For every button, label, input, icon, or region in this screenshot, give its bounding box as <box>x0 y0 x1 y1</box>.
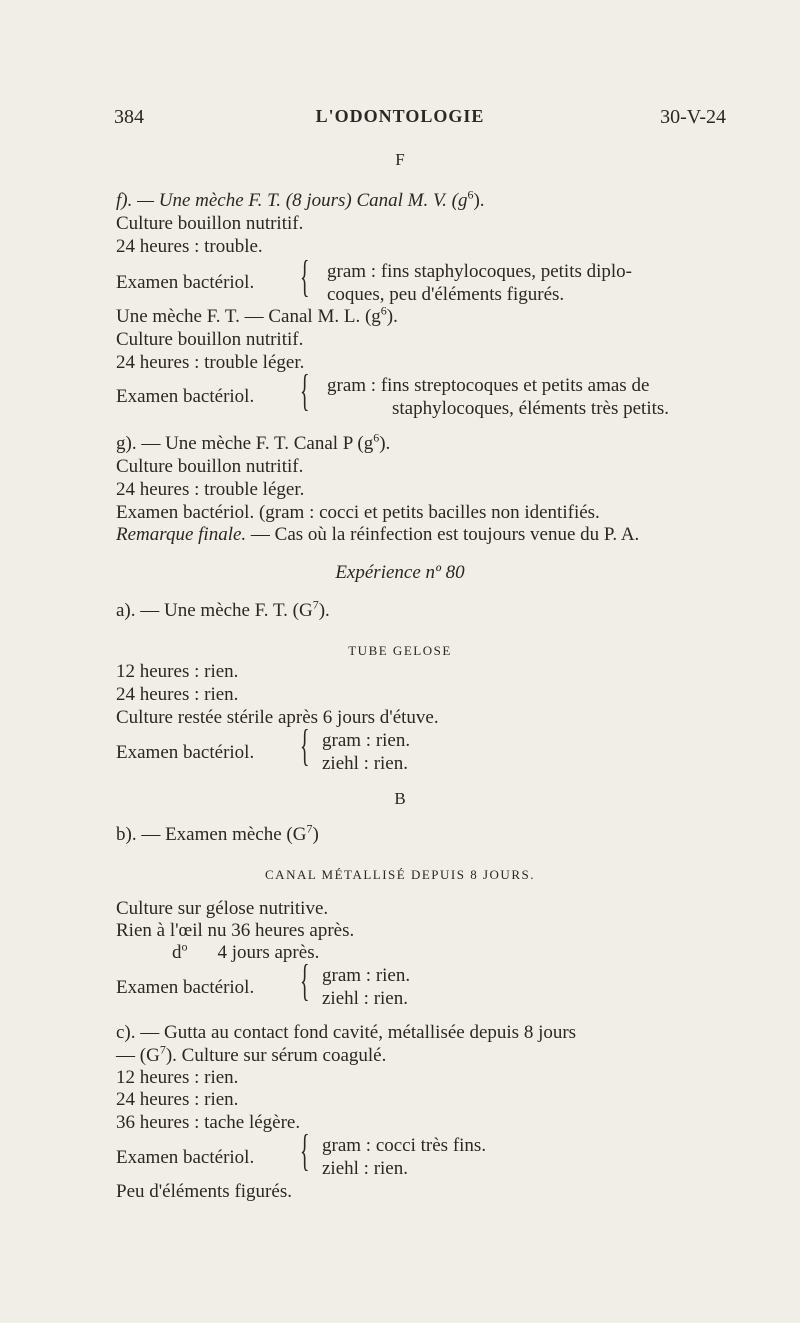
text-line: Une mèche F. T. — Canal M. L. $(g^6)$. <box>116 303 398 327</box>
text-line: gram : fins staphylocoques, petits diplo- <box>327 261 633 282</box>
brace: { <box>300 721 310 770</box>
brace: { <box>300 1126 310 1175</box>
text-line: ziehl : rien. <box>322 753 408 774</box>
subheading: TUBE GELOSE <box>348 643 452 658</box>
text-line: $d^o$ 4 jours après. <box>172 939 320 963</box>
experience-title: Expérience nº 80 <box>335 562 465 583</box>
text-line: g). — Une mèche F. T. Canal P $(g^6)$. <box>116 430 391 454</box>
text-line: Examen bactériol. <box>116 742 255 763</box>
text-line: Culture restée stérile après 6 jours d'étuve. <box>116 707 439 728</box>
text-line: 24 heures : trouble. <box>116 236 263 257</box>
brace: { <box>300 366 310 415</box>
section-letter-b: B <box>394 789 406 808</box>
text-line: coques, peu d'éléments figurés. <box>327 284 565 305</box>
text-line: c). — Gutta au contact fond cavité, métallisée depuis 8 jours <box>116 1022 577 1043</box>
text-line: 24 heures : trouble léger. <box>116 352 305 373</box>
text-line: Rien à l'œil nu 36 heures après. <box>116 920 355 941</box>
text-line: 24 heures : rien. <box>116 684 239 705</box>
text-line: 12 heures : rien. <box>116 661 239 682</box>
text-line: 36 heures : tache légère. <box>116 1112 301 1133</box>
text-line: gram : cocci très fins. <box>322 1135 487 1156</box>
text-line: f). — Une mèche F. T. (8 jours) Canal M. V. $(g^6)$. <box>116 187 485 211</box>
text-line: Culture bouillon nutritif. <box>116 329 304 350</box>
page-number: 384 <box>114 106 144 128</box>
issue-date: 30-V-24 <box>660 106 726 128</box>
text-line: Examen bactériol. (gram : cocci et petits bacilles non identifiés. <box>116 502 600 523</box>
brace: { <box>300 252 310 301</box>
text-line: gram : rien. <box>322 730 411 751</box>
text-line: Peu d'éléments figurés. <box>116 1181 292 1202</box>
text-line: 24 heures : rien. <box>116 1089 239 1110</box>
brace: { <box>300 956 310 1005</box>
text-line: Examen bactériol. <box>116 272 255 293</box>
text-line: 24 heures : trouble léger. <box>116 479 305 500</box>
section-letter-f: F <box>395 150 405 169</box>
text-line: ziehl : rien. <box>322 988 408 1009</box>
text-line: staphylocoques, éléments très petits. <box>392 398 670 419</box>
text-line: gram : fins streptocoques et petits amas de <box>327 375 650 396</box>
text-line: ziehl : rien. <box>322 1158 408 1179</box>
text-line: — $(G^7)$. Culture sur sérum coagulé. <box>116 1042 387 1066</box>
text-line: Examen bactériol. <box>116 386 255 407</box>
text-line: gram : rien. <box>322 965 411 986</box>
text-line: b). — Examen mèche $(G^7)$ <box>116 821 319 845</box>
subheading: CANAL MÉTALLISÉ DEPUIS 8 JOURS. <box>265 867 535 882</box>
text-line: Culture sur gélose nutritive. <box>116 898 329 919</box>
text-line: Culture bouillon nutritif. <box>116 213 304 234</box>
text-line: Culture bouillon nutritif. <box>116 456 304 477</box>
text-line: Remarque finale. — Cas où la réinfection est toujours venue du P. A. <box>116 524 640 545</box>
running-title: L'ODONTOLOGIE <box>315 106 485 126</box>
text-line: Examen bactériol. <box>116 977 255 998</box>
text-line: Examen bactériol. <box>116 1147 255 1168</box>
text-line: a). — Une mèche F. T. $(G^7)$. <box>116 597 330 621</box>
text-line: 12 heures : rien. <box>116 1067 239 1088</box>
